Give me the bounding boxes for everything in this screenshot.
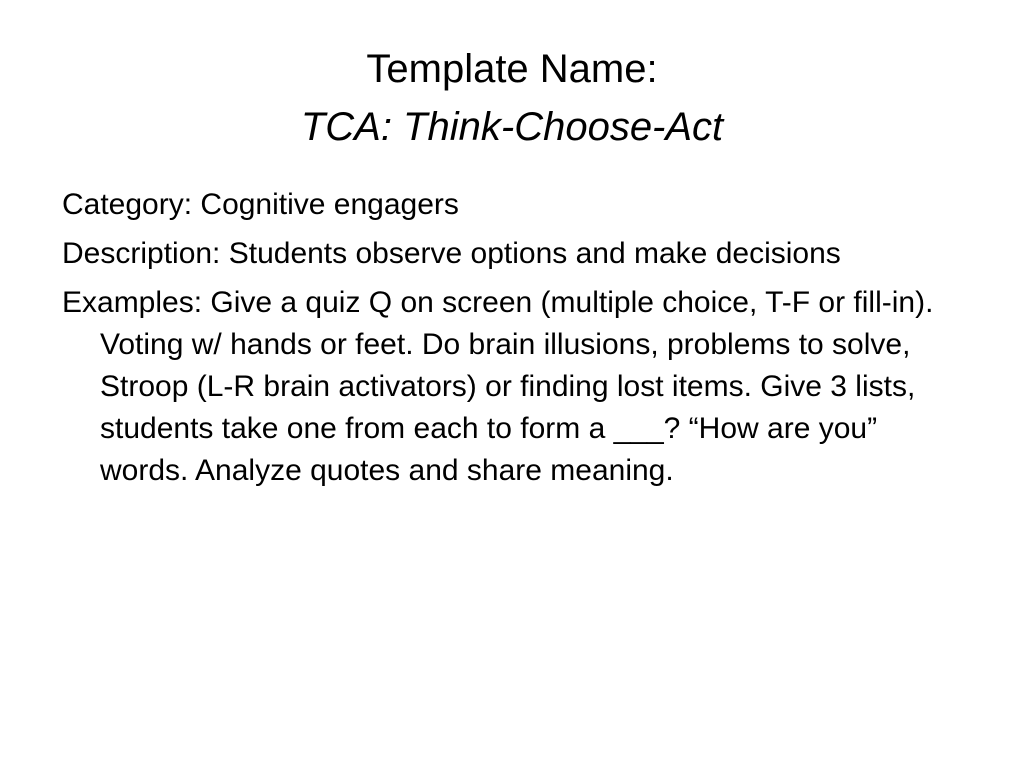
slide-title-block [40, 40, 984, 156]
slide-body [62, 184, 962, 499]
slide-subtitle: TCA: Think-Choose-Act [300, 105, 724, 149]
category-paragraph: Category: Cognitive engagers [62, 188, 459, 221]
slide-title: Template Name: [366, 47, 658, 91]
examples-paragraph: Examples: Give a quiz Q on screen (multiple choice, T-F or fill-in). Voting w/ hands or feet. Do brain illusions, problems to solve, Stroop (L-R brain activators) or finding lost items. Give 3 lists, students take one from each to form a ___? “How are you” words. Analyze quotes and share meaning. [62, 286, 934, 487]
description-paragraph: Description: Students observe options and make decisions [62, 237, 841, 270]
